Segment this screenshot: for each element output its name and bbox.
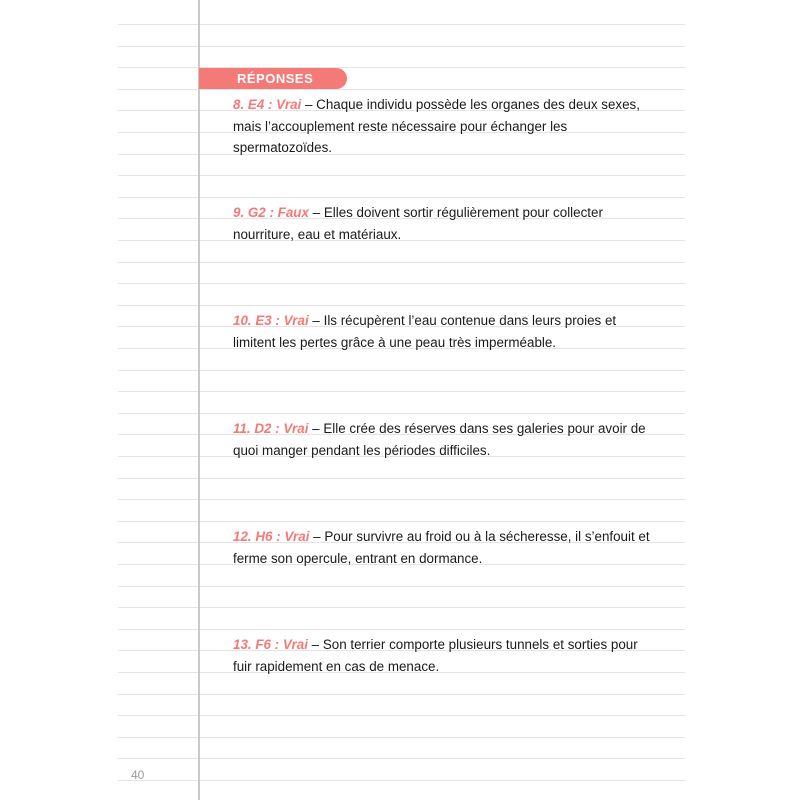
answer-item xyxy=(233,526,653,569)
ruled-line xyxy=(118,694,685,695)
ruled-line xyxy=(118,478,685,479)
ruled-line xyxy=(118,521,685,522)
answer-reference: 10. E3 : Vrai xyxy=(233,313,309,328)
ruled-line xyxy=(118,391,685,392)
answer-item xyxy=(233,634,653,677)
answer-text: Pour survivre au froid ou à la sécheresse, il s’enfouit et ferme son opercule, entrant en dormance. xyxy=(233,529,650,566)
answer-dash: – xyxy=(311,637,323,652)
ruled-line xyxy=(118,46,685,47)
answer-reference: 11. D2 : Vrai xyxy=(233,421,309,436)
ruled-line xyxy=(118,370,685,371)
answer-dash: – xyxy=(304,97,317,112)
margin-line xyxy=(198,0,200,800)
answer-item xyxy=(233,310,653,353)
ruled-line xyxy=(118,715,685,716)
ruled-line xyxy=(118,305,685,306)
ruled-line xyxy=(118,629,685,630)
answer-reference: 8. E4 : Vrai xyxy=(233,97,302,112)
answer-text: Son terrier comporte plusieurs tunnels et sorties pour fuir rapidement en cas de menace. xyxy=(233,637,638,674)
answer-dash: – xyxy=(312,205,324,220)
ruled-line xyxy=(118,283,685,284)
ruled-line xyxy=(118,737,685,738)
section-tab xyxy=(199,68,347,89)
answer-reference: 13. F6 : Vrai xyxy=(233,637,308,652)
answer-dash: – xyxy=(313,529,325,544)
ruled-line xyxy=(118,197,685,198)
answer-reference: 9. G2 : Faux xyxy=(233,205,309,220)
ruled-line xyxy=(118,413,685,414)
ruled-line xyxy=(118,89,685,90)
answer-reference: 12. H6 : Vrai xyxy=(233,529,310,544)
ruled-line xyxy=(118,780,685,781)
ruled-line xyxy=(118,262,685,263)
answer-item xyxy=(233,418,653,461)
answer-text: Ils récupèrent l’eau contenue dans leurs proies et limitent les pertes grâce à une peau très imperméable. xyxy=(233,313,617,350)
answer-text: Elle crée des réserves dans ses galeries pour avoir de quoi manger pendant les périodes difficiles. xyxy=(233,421,646,458)
answer-dash: – xyxy=(312,313,324,328)
answer-dash: – xyxy=(312,421,324,436)
ruled-line xyxy=(118,758,685,759)
ruled-line xyxy=(118,607,685,608)
answer-text: Chaque individu possède les organes des deux sexes, mais l’accouplement reste nécessaire pour échanger les spermatozoïdes. xyxy=(233,97,640,156)
answer-text: Elles doivent sortir régulièrement pour collecter nourriture, eau et matériaux. xyxy=(233,205,603,242)
ruled-line xyxy=(118,499,685,500)
ruled-line xyxy=(118,586,685,587)
page-number: 40 xyxy=(131,768,145,782)
ruled-line xyxy=(118,175,685,176)
ruled-line xyxy=(118,24,685,25)
answer-item xyxy=(233,202,653,245)
answer-item xyxy=(233,94,653,159)
section-title: RÉPONSES xyxy=(237,71,314,86)
